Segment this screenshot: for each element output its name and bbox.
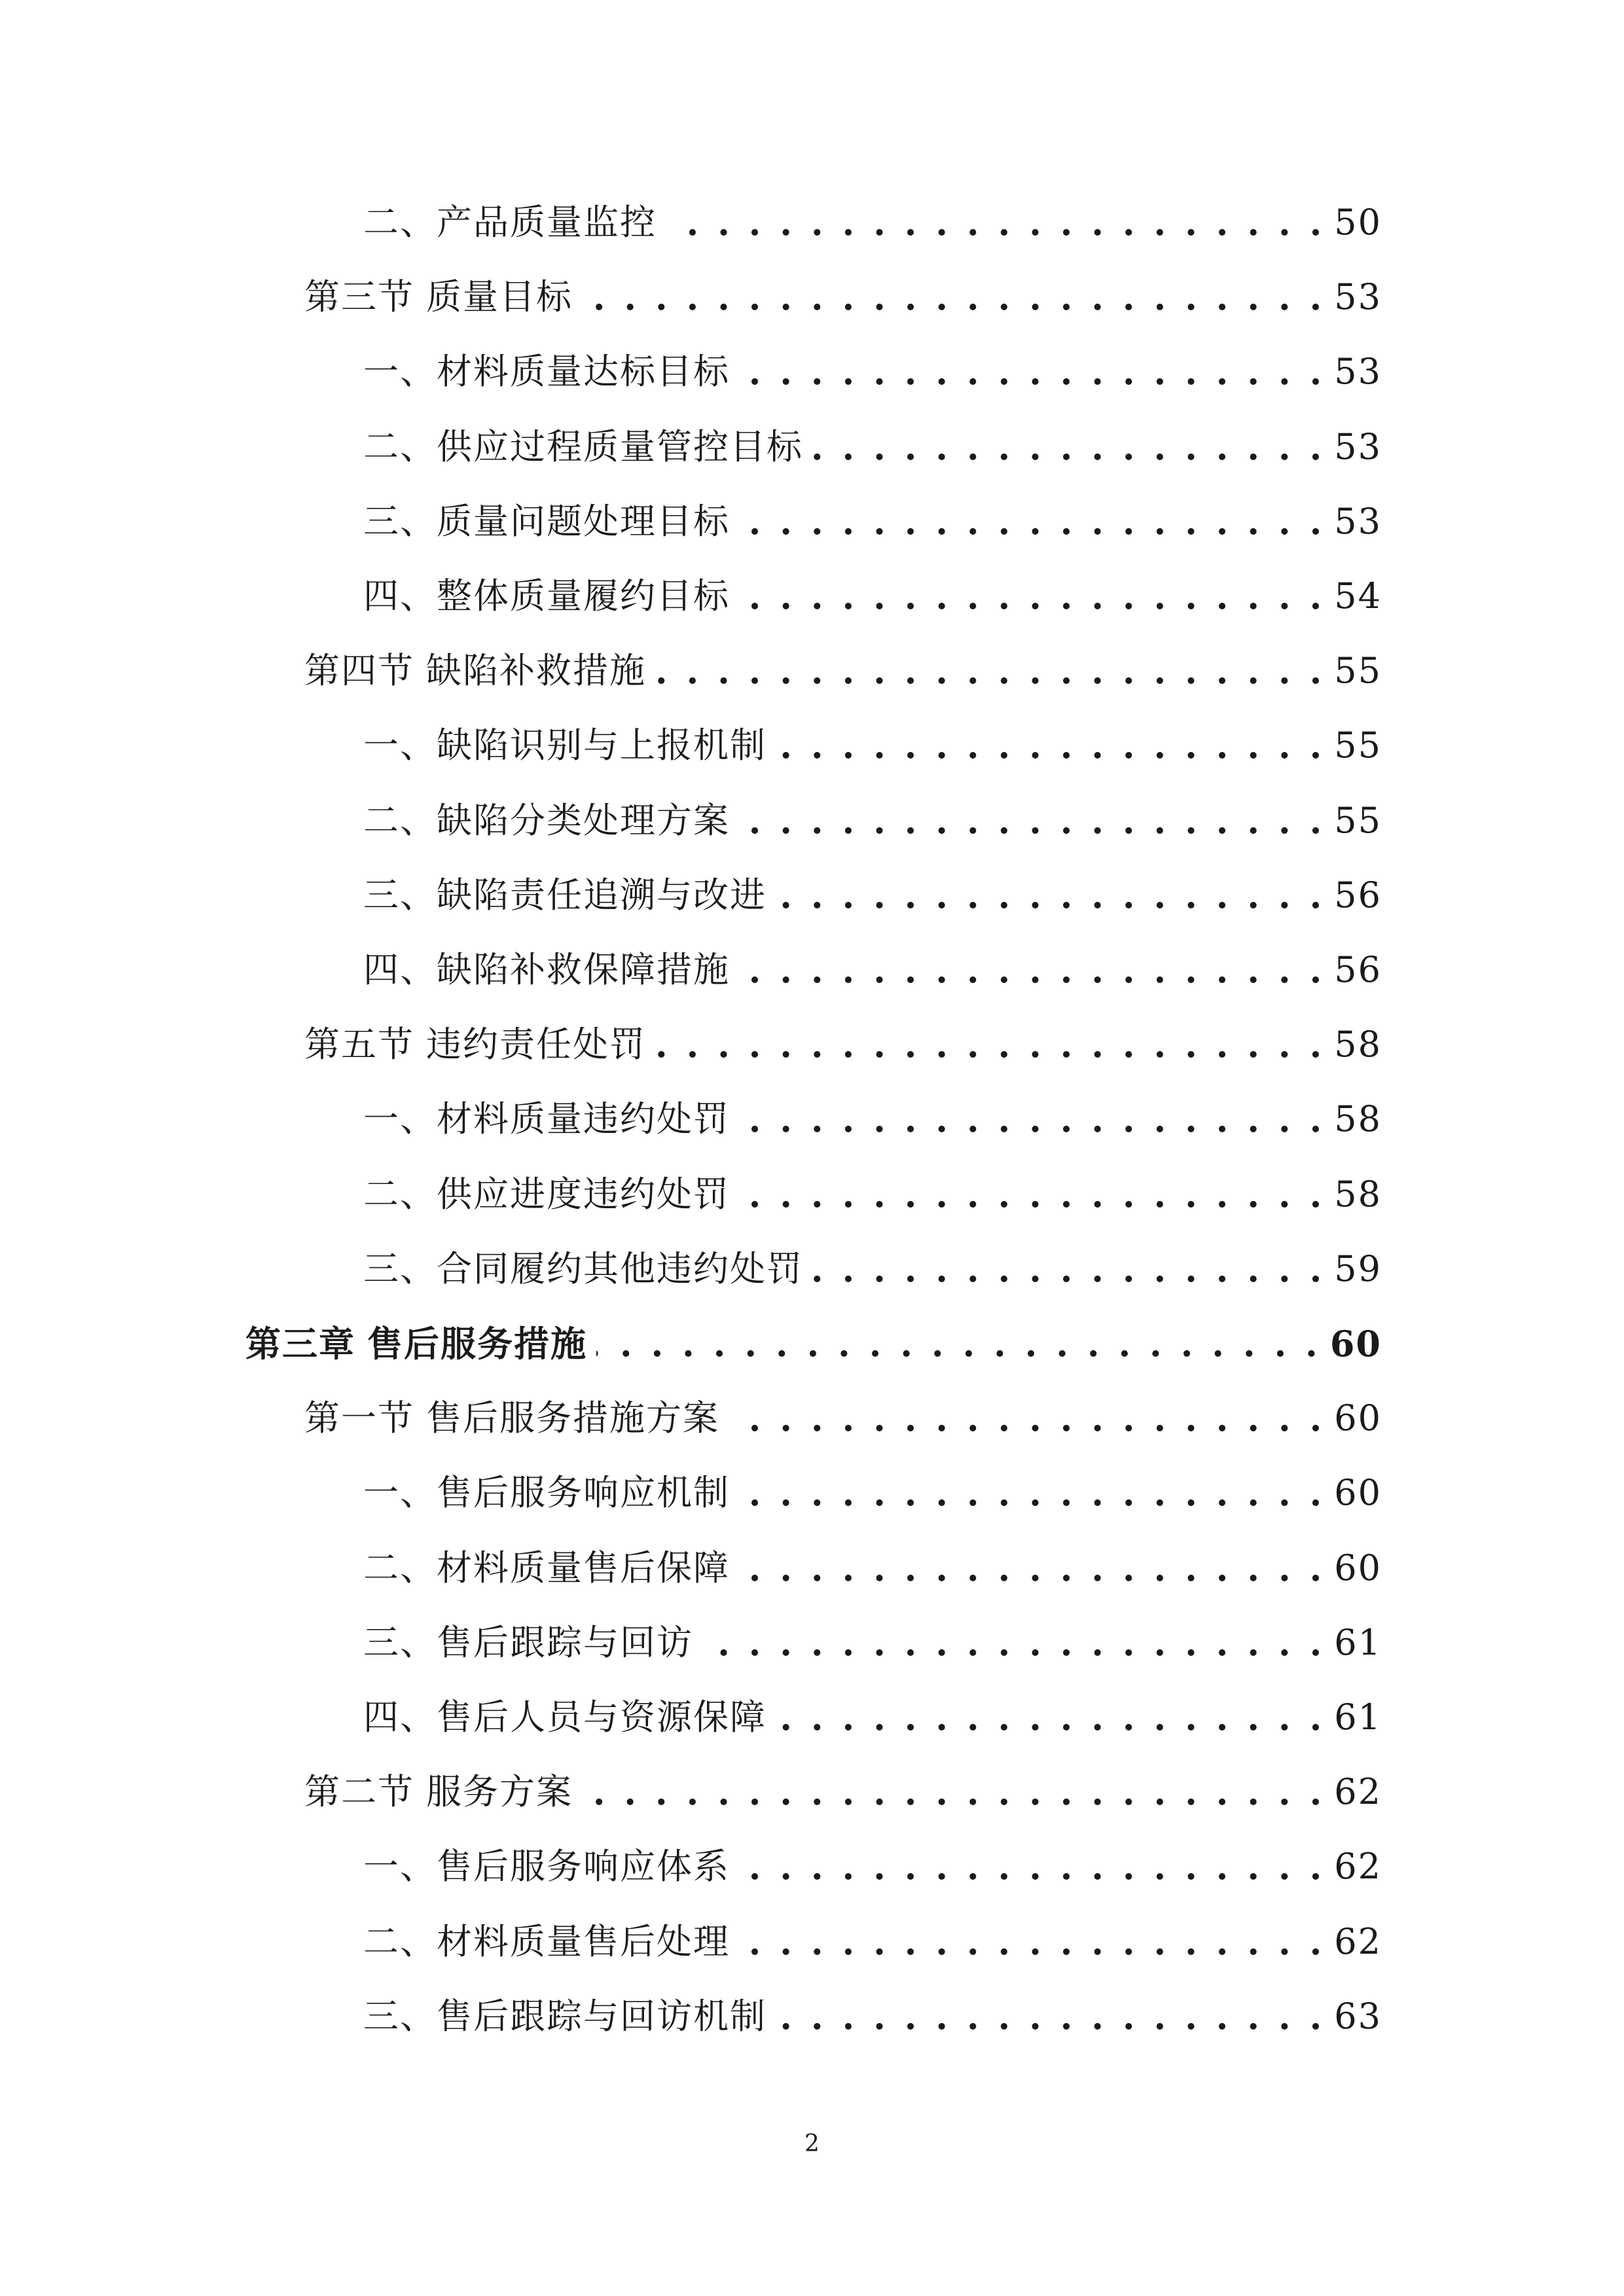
- toc-subsection-entry[interactable]: [363, 1456, 1382, 1530]
- toc-subsection-entry[interactable]: [363, 559, 1382, 634]
- toc-entry-page-number: 53: [1334, 276, 1382, 318]
- toc-dot-leader: [729, 1381, 1325, 1456]
- toc-subsection-entry[interactable]: [363, 1157, 1382, 1232]
- toc-dot-leader: [739, 1456, 1325, 1530]
- toc-entry-prefix: 三、: [363, 1995, 437, 2037]
- toc-entry-title: 产品质量监控: [437, 202, 657, 243]
- toc-subsection-entry[interactable]: [363, 858, 1382, 933]
- toc-dot-leader: [739, 1829, 1325, 1904]
- toc-entry-page-number: 53: [1334, 425, 1382, 467]
- toc-entry-title: 售后服务响应机制: [437, 1472, 730, 1514]
- toc-entry-prefix: 第二节: [304, 1771, 414, 1813]
- toc-dot-leader: [776, 708, 1325, 783]
- toc-entry-prefix: 第一节: [304, 1397, 414, 1439]
- toc-subsection-entry[interactable]: [363, 484, 1382, 559]
- toc-entry-page-number: 58: [1334, 1024, 1382, 1066]
- toc-entry-page-number: 60: [1334, 1472, 1382, 1514]
- toc-entry-title: 服务方案: [426, 1771, 573, 1813]
- toc-entry-page-number: 50: [1334, 202, 1382, 243]
- toc-dot-leader: [739, 484, 1325, 559]
- toc-entry-title: 整体质量履约目标: [437, 575, 730, 617]
- toc-entry-title: 缺陷识别与上报机制: [437, 725, 767, 766]
- toc-entry-title: 缺陷补救措施: [426, 650, 646, 692]
- toc-entry-title: 质量问题处理目标: [437, 500, 730, 542]
- toc-entry-title: 售后跟踪与回访: [437, 1621, 693, 1663]
- toc-chapter-entry[interactable]: [245, 1306, 1382, 1381]
- toc-entry-page-number: 59: [1334, 1247, 1382, 1289]
- toc-entry-title: 售后人员与资源保障: [437, 1696, 767, 1738]
- toc-dot-leader: [739, 933, 1325, 1007]
- toc-entry-title: 违约责任处罚: [426, 1024, 646, 1066]
- toc-dot-leader: [739, 1157, 1325, 1232]
- toc-entry-page-number: 55: [1334, 725, 1382, 766]
- toc-dot-leader: [702, 1605, 1325, 1680]
- toc-subsection-entry[interactable]: [363, 1531, 1382, 1605]
- toc-entry-prefix: 一、: [363, 1098, 437, 1140]
- toc-entry-prefix: 第五节: [304, 1024, 414, 1066]
- toc-entry-title: 材料质量售后保障: [437, 1547, 730, 1588]
- toc-dot-leader: [812, 1232, 1325, 1306]
- toc-entry-page-number: 56: [1334, 874, 1382, 916]
- toc-entry-title: 供应进度违约处罚: [437, 1173, 730, 1215]
- toc-entry-page-number: 58: [1334, 1098, 1382, 1140]
- toc-entry-page-number: 61: [1334, 1696, 1382, 1738]
- toc-entry-prefix: 第三章: [245, 1323, 355, 1365]
- toc-subsection-entry[interactable]: [363, 334, 1382, 409]
- toc-dot-leader: [655, 634, 1325, 708]
- toc-dot-leader: [739, 334, 1325, 409]
- toc-subsection-entry[interactable]: [363, 708, 1382, 783]
- toc-entry-prefix: 三、: [363, 1247, 437, 1289]
- toc-dot-leader: [776, 858, 1325, 933]
- toc-dot-leader: [596, 1306, 1321, 1381]
- toc-subsection-entry[interactable]: [363, 1082, 1382, 1157]
- toc-entry-prefix: 二、: [363, 799, 437, 841]
- toc-section-entry[interactable]: [304, 634, 1382, 708]
- toc-dot-leader: [739, 1531, 1325, 1605]
- toc-dot-leader: [666, 185, 1325, 260]
- toc-entry-prefix: 四、: [363, 1696, 437, 1738]
- toc-entry-prefix: 一、: [363, 725, 437, 766]
- toc-dot-leader: [739, 783, 1325, 858]
- toc-entry-title: 供应过程质量管控目标: [437, 425, 803, 467]
- toc-entry-page-number: 63: [1334, 1995, 1382, 2037]
- toc-dot-leader: [582, 260, 1325, 334]
- toc-entry-title: 售后服务措施: [367, 1323, 587, 1365]
- toc-entry-page-number: 54: [1334, 575, 1382, 617]
- toc-subsection-entry[interactable]: [363, 410, 1382, 484]
- toc-entry-page-number: 53: [1334, 500, 1382, 542]
- toc-entry-page-number: 58: [1334, 1173, 1382, 1215]
- toc-entry-prefix: 二、: [363, 1920, 437, 1962]
- toc-entry-title: 缺陷责任追溯与改进: [437, 874, 767, 916]
- toc-entry-page-number: 60: [1334, 1547, 1382, 1588]
- toc-entry-prefix: 一、: [363, 1846, 437, 1888]
- toc-entry-prefix: 二、: [363, 202, 437, 243]
- toc-entry-title: 售后服务响应体系: [437, 1846, 730, 1888]
- toc-entry-page-number: 61: [1334, 1621, 1382, 1663]
- toc-entry-title: 质量目标: [426, 276, 573, 318]
- toc-dot-leader: [812, 410, 1325, 484]
- toc-dot-leader: [739, 1082, 1325, 1157]
- toc-entry-prefix: 三、: [363, 1621, 437, 1663]
- toc-subsection-entry[interactable]: [363, 185, 1382, 260]
- toc-entry-page-number: 55: [1334, 650, 1382, 692]
- toc-entry-prefix: 三、: [363, 500, 437, 542]
- toc-entry-title: 材料质量违约处罚: [437, 1098, 730, 1140]
- toc-subsection-entry[interactable]: [363, 1605, 1382, 1680]
- toc-entry-title: 材料质量达标目标: [437, 351, 730, 393]
- toc-dot-leader: [655, 1007, 1325, 1082]
- toc-entry-page-number: 60: [1329, 1323, 1382, 1365]
- toc-entry-prefix: 二、: [363, 425, 437, 467]
- toc-subsection-entry[interactable]: [363, 1979, 1382, 2054]
- toc-subsection-entry[interactable]: [363, 1905, 1382, 1979]
- toc-entry-title: 缺陷补救保障措施: [437, 949, 730, 990]
- toc-dot-leader: [776, 1680, 1325, 1755]
- toc-entry-title: 缺陷分类处理方案: [437, 799, 730, 841]
- toc-entry-prefix: 三、: [363, 874, 437, 916]
- toc-section-entry[interactable]: [304, 260, 1382, 334]
- toc-subsection-entry[interactable]: [363, 1680, 1382, 1755]
- toc-entry-prefix: 二、: [363, 1547, 437, 1588]
- toc-entry-page-number: 53: [1334, 351, 1382, 393]
- toc-entry-title: 售后服务措施方案: [426, 1397, 719, 1439]
- toc-dot-leader: [776, 1979, 1325, 2054]
- toc-entry-prefix: 二、: [363, 1173, 437, 1215]
- page-number: 2: [804, 2130, 820, 2157]
- toc-entry-page-number: 62: [1334, 1920, 1382, 1962]
- toc-entry-prefix: 四、: [363, 575, 437, 617]
- toc-entry-page-number: 62: [1334, 1771, 1382, 1813]
- toc-entry-prefix: 第三节: [304, 276, 414, 318]
- toc-subsection-entry[interactable]: [363, 1232, 1382, 1306]
- toc-dot-leader: [582, 1755, 1325, 1829]
- toc-entry-title: 材料质量售后处理: [437, 1920, 730, 1962]
- toc-subsection-entry[interactable]: [363, 1829, 1382, 1904]
- toc-entry-title: 合同履约其他违约处罚: [437, 1247, 803, 1289]
- toc-section-entry[interactable]: [304, 1755, 1382, 1829]
- toc-entry-page-number: 60: [1334, 1397, 1382, 1439]
- toc-section-entry[interactable]: [304, 1007, 1382, 1082]
- toc-subsection-entry[interactable]: [363, 933, 1382, 1007]
- toc-entry-page-number: 56: [1334, 949, 1382, 990]
- toc-dot-leader: [739, 559, 1325, 634]
- toc-entry-title: 售后跟踪与回访机制: [437, 1995, 767, 2037]
- toc-section-entry[interactable]: [304, 1381, 1382, 1456]
- toc-entry-prefix: 四、: [363, 949, 437, 990]
- toc-subsection-entry[interactable]: [363, 783, 1382, 858]
- toc-entry-page-number: 55: [1334, 799, 1382, 841]
- toc-entry-page-number: 62: [1334, 1846, 1382, 1888]
- toc-dot-leader: [739, 1905, 1325, 1979]
- toc-entry-prefix: 一、: [363, 1472, 437, 1514]
- toc-entry-prefix: 一、: [363, 351, 437, 393]
- toc-entry-prefix: 第四节: [304, 650, 414, 692]
